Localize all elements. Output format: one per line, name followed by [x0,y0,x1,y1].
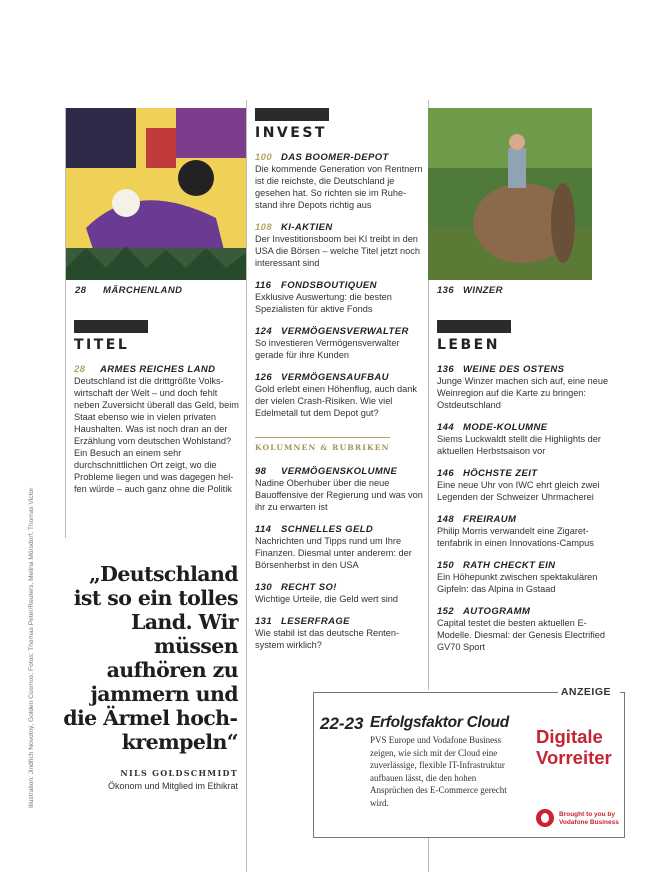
toc-entry[interactable] [437,514,617,549]
section-bar [74,320,148,333]
entry-text: Der Investitionsboom bei KI treibt in den USA die Börsen – welche Titel jetzt noch interessant sind [255,234,420,268]
photo-credits: Illustration: Jindřich Novotný, Golden Cosmos; Fotos: Thomas Peter/Reuters, Melina Mörsdorf, Thomas Victor [28,487,35,808]
section-heading: TITEL [74,337,130,353]
page-number: 126 [255,372,273,383]
toc-entry[interactable] [74,364,239,495]
advertisement-box[interactable] [313,686,625,838]
entry-title: RECHT SO! [281,582,337,593]
entry-text: Gold erlebt einen Höhenflug, auch dank der vielen Crash-Risiken. Wie viel Edelmetall tut dem Depot gut? [255,384,417,418]
winzer-caption[interactable] [437,285,503,296]
ad-headline-line: Digitale [536,726,603,747]
entry-text: So investieren Vermögensverwalter gerade für ihre Kunden [255,338,400,360]
page-number: 146 [437,468,455,479]
entry-text: Exklusive Auswertung: die besten Spezialisten für aktive Fonds [255,292,392,314]
entry-title: MODE-KOLUMNE [463,422,548,433]
ad-brand-headline [536,726,612,768]
page-number: 150 [437,560,455,571]
maerchenland-caption[interactable] [75,285,182,296]
caption-title: MÄRCHENLAND [103,285,183,296]
caption-page: 28 [75,285,87,296]
entry-text: Wie stabil ist das deutsche Rentensystem wirklich? [255,628,400,650]
entry-title: SCHNELLES GELD [281,524,374,535]
page-number: 124 [255,326,273,337]
toc-entry[interactable] [255,326,425,361]
entry-text: Philip Morris verwandelt eine Zigarettenfabrik in einen Innovations-Campus [437,526,594,548]
page-number: 131 [255,616,273,627]
toc-entry[interactable] [437,422,617,457]
column-divider [428,838,429,872]
section-leben [437,320,617,653]
section-titel [74,320,239,495]
kolumnen-heading: KOLUMNEN & RUBRIKEN [255,437,390,452]
toc-entry[interactable] [255,222,425,269]
ad-border [620,692,624,693]
page-number: 114 [255,524,272,535]
page-number: 144 [437,422,455,433]
ad-label: ANZEIGE [558,686,614,698]
entry-text: Wichtige Urteile, die Geld wert sind [255,594,398,604]
page-number: 136 [437,364,455,375]
toc-entry[interactable] [437,606,617,653]
column-divider [246,100,247,872]
toc-entry[interactable] [255,524,425,571]
section-invest [255,108,425,651]
brought-by-line: Vodafone Business [559,819,619,826]
entry-title: HÖCHSTE ZEIT [463,468,538,479]
brought-by [559,811,619,827]
entry-title: KI-AKTIEN [281,222,333,233]
page-number: 98 [255,466,267,477]
toc-entry[interactable] [255,280,425,315]
toc-entry[interactable] [437,560,617,595]
entry-text: Ein Höhepunkt zwischen spektakulären Gipfeln: das Alpina in Gstaad [437,572,598,594]
page-number: 100 [255,152,273,163]
quote-author: NILS GOLDSCHMIDT [120,768,238,778]
entry-title: DAS BOOMER-DEPOT [281,152,389,163]
page-number: 116 [255,280,272,291]
toc-entry[interactable] [255,152,425,211]
entry-title: RATH CHECKT EIN [463,560,556,571]
caption-page: 136 [437,285,455,296]
page-number: 108 [255,222,273,233]
pull-quote [60,562,238,791]
quote-text: „Deutschland ist so ein tolles Land. Wir müssen aufhören zu jammern und die Ärmel hochkrempeln“ [63,562,238,754]
entry-text: Deutschland ist die drittgrößte Volkswirtschaft der Welt – und doch fehlt neben Zuversicht überall das Geld, beim Staat ebenso wie in vielen privaten Haushalten. Was ist noch dran an der Erzählung vom deutschen Wohlstand? Ein Besuch an einem sehr durchschnittlichen Ort zeigt, wo die Probleme liegen und was dagegen helfen würde – auch ganz ohne die Politik [74,376,239,494]
entry-text: Die kommende Generation von Rentnern ist die reichste, die Deutschland je gesehen hat. So richten sie im Ruhestand ihre Depots richtig aus [255,164,423,210]
toc-entry[interactable] [437,364,617,411]
entry-text: Junge Winzer machen sich auf, eine neue Weinregion auf die Karte zu bringen: Ostdeutschland [437,376,609,410]
page-number: 152 [437,606,455,617]
section-heading: INVEST [255,125,327,141]
ad-headline-line: Vorreiter [536,747,612,768]
section-heading: LEBEN [437,337,500,353]
toc-entry[interactable] [255,616,425,651]
entry-title: AUTOGRAMM [463,606,531,617]
entry-title: VERMÖGENSKOLUMNE [281,466,398,477]
section-bar [255,108,329,121]
entry-text: Eine neue Uhr von IWC ehrt gleich zwei Legenden der Schweizer Uhrmacherei [437,480,600,502]
quote-role: Ökonom und Mitglied im Ethikrat [107,781,238,791]
page-number: 28 [74,364,86,375]
entry-title: FONDSBOUTIQUEN [281,280,377,291]
ad-border [314,692,559,693]
toc-entry[interactable] [255,466,425,513]
ad-pages: 22-23 [320,714,364,733]
winzer-photo[interactable] [428,108,592,280]
entry-title: VERMÖGENSVERWALTER [281,326,409,337]
entry-text: Nachrichten und Tipps rund um Ihre Finanzen. Diesmal unter anderem: der Börsenherbst in den USA [255,536,412,570]
ad-title: Erfolgsfaktor Cloud [370,714,509,731]
ad-text: PVS Europe und Vodafone Business zeigen, wie sich mit der Cloud eine zuverlässige, flexible IT-Infrastruktur aufbauen lässt, die den hohen Ansprüchen des E-Commerce gerecht wird. [370,735,507,808]
vodafone-logo-icon [536,809,554,827]
toc-entry[interactable] [255,372,425,419]
entry-text: Capital testet die besten aktuellen E-Modelle. Diesmal: der Genesis Electrified GV70 Sport [437,618,605,652]
entry-title: WEINE DES OSTENS [463,364,565,375]
page-number: 148 [437,514,455,525]
section-bar [437,320,511,333]
entry-text: Nadine Oberhuber über die neue Bauoffensive der Regierung und was von ihr zu erwarten ist [255,478,423,512]
entry-title: FREIRAUM [463,514,517,525]
maerchenland-illustration[interactable] [66,108,246,280]
brought-by-line: Brought to you by [559,811,615,818]
page-number: 130 [255,582,273,593]
entry-text: Siems Luckwaldt stellt die Highlights der aktuellen Herbstsaison vor [437,434,601,456]
entry-title: VERMÖGENSAUFBAU [281,372,389,383]
caption-title: WINZER [463,285,503,296]
toc-entry[interactable] [437,468,617,503]
entry-title: ARMES REICHES LAND [100,364,216,375]
entry-title: LESERFRAGE [281,616,350,627]
toc-entry[interactable] [255,582,425,605]
